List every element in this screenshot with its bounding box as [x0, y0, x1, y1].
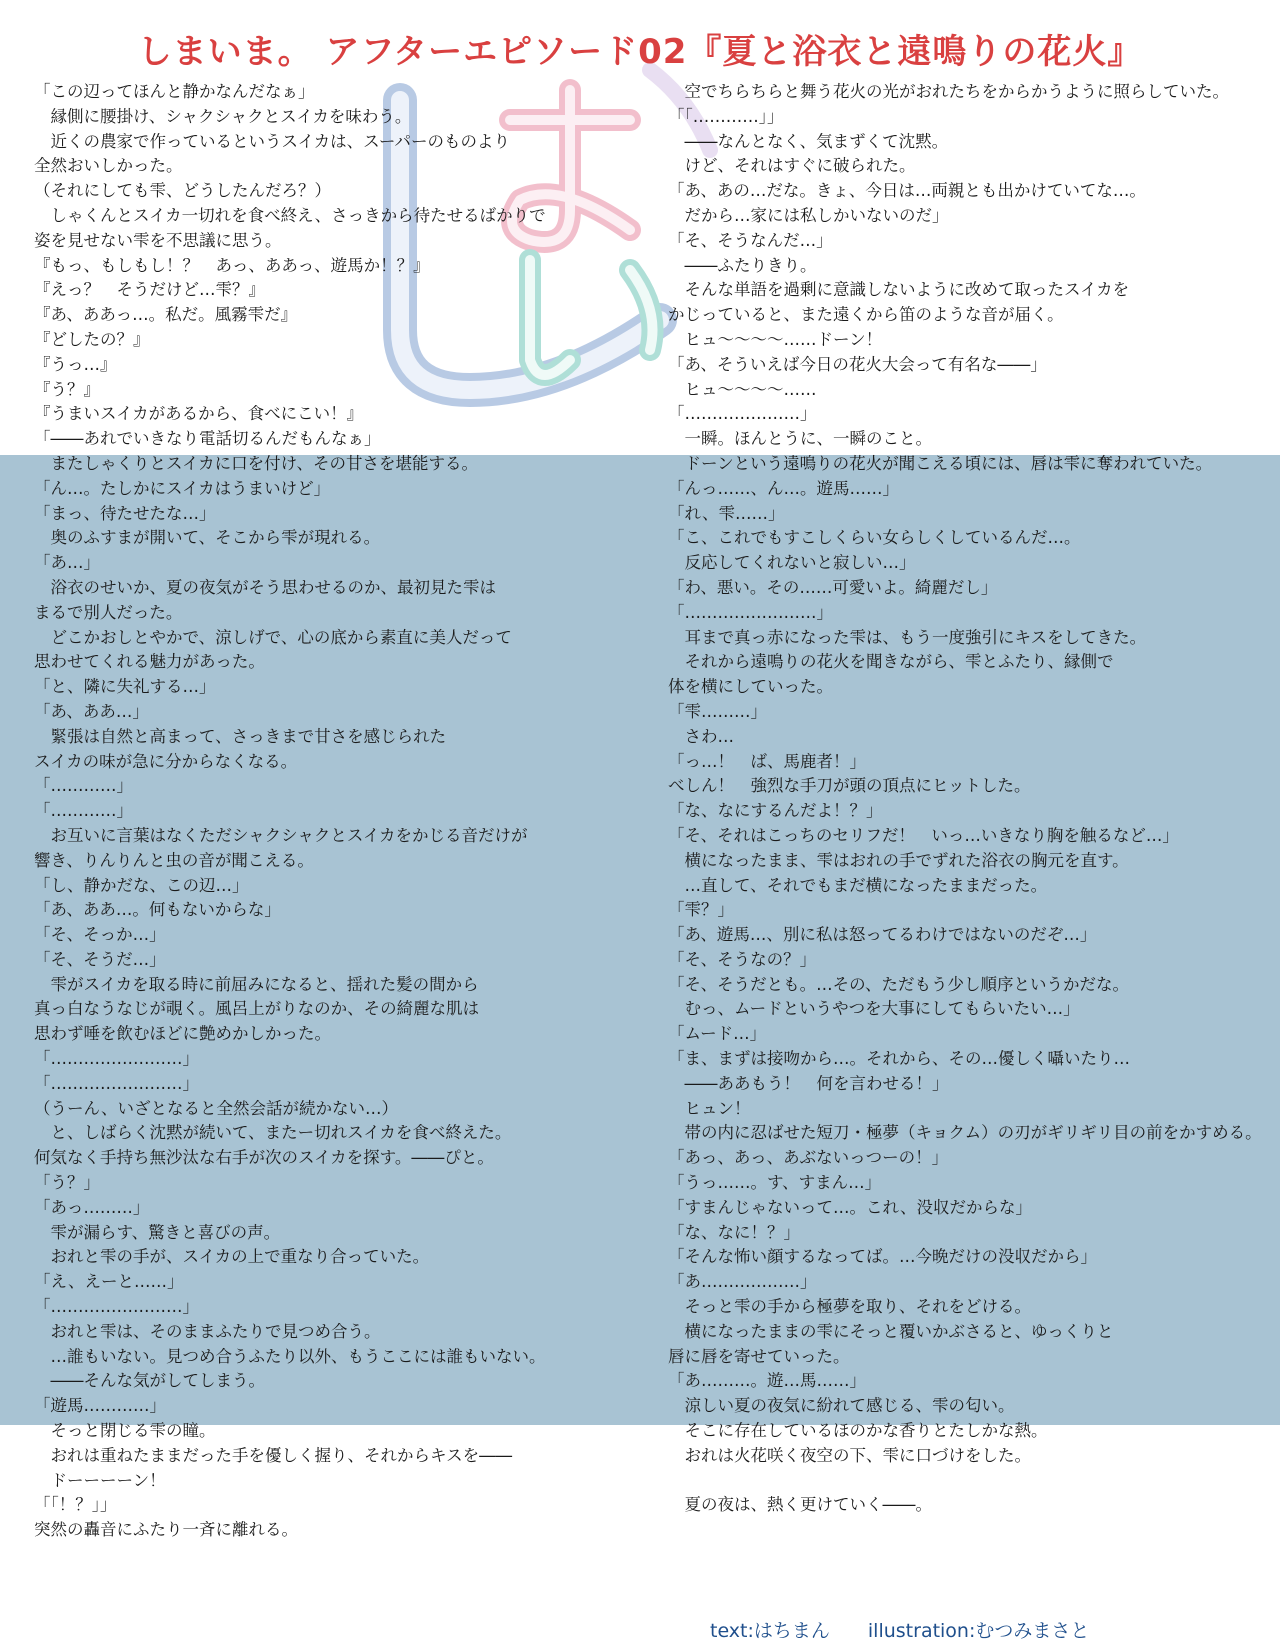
- text-line: 「な、なに！？」: [668, 1222, 800, 1242]
- text-line: 「まっ、待たせたな…」: [34, 503, 216, 523]
- text-line: ドーンという遠鳴りの花火が聞こえる頃には、唇は雫に奪われていた。: [668, 453, 1213, 473]
- text-line: 縁側に腰掛け、シャクシャクとスイカを味わう。: [34, 106, 412, 126]
- text-line: 「…………」: [34, 776, 133, 796]
- text-line: 思わせてくれる魅力があった。: [34, 652, 265, 672]
- text-line: 「し、静かだな、この辺…」: [34, 875, 249, 895]
- text-line: 「あ、あの…だな。きょ、今日は…両親とも出かけていてな…。: [668, 181, 1146, 201]
- text-line: 「あ…」: [34, 553, 100, 573]
- text-line: ――ああもう！ 何を言わせる！」: [668, 1073, 949, 1093]
- text-line: 思わず唾を飲むほどに艶めかしかった。: [34, 1024, 331, 1044]
- text-line: 「そんな怖い顔するなってば。…今晩だけの没収だから」: [668, 1247, 1097, 1267]
- text-line: おれは火花咲く夜空の下、雫に口づけをした。: [668, 1445, 1031, 1465]
- text-line: ヒュン！: [668, 1098, 751, 1118]
- text-line: 「……………………」: [34, 1049, 199, 1069]
- text-line: おれは重ねたままだった手を優しく握り、それからキスを――: [34, 1445, 513, 1465]
- text-line: 空でちらちらと舞う花火の光がおれたちをからかうように照らしていた。: [668, 82, 1229, 101]
- text-line: そっと雫の手から極夢を取り、それをどける。: [668, 1297, 1031, 1317]
- text-line: そんな単語を過剰に意識しないように改めて取ったスイカを: [668, 280, 1130, 300]
- text-line: そっと閉じる雫の瞳。: [34, 1421, 216, 1441]
- text-line: 「こ、これでもすこしくらい女らしくしているんだ…。: [668, 528, 1081, 548]
- text-line: 「と、隣に失礼する…」: [34, 677, 216, 697]
- text-line: 「「！？」」: [34, 1495, 117, 1515]
- text-line: （それにしても雫、どうしたんだろ？）: [34, 181, 331, 201]
- text-line: 横になったままの雫にそっと覆いかぶさると、ゆっくりと: [668, 1321, 1114, 1341]
- text-line: 「っ…！ ば、馬鹿者！」: [668, 751, 866, 771]
- page-title: しまいま。 アフターエピソード02『夏と浴衣と遠鳴りの花火』: [137, 32, 1143, 72]
- text-line: 「そ、そうだ…」: [34, 949, 166, 969]
- text-line: 帯の内に忍ばせた短刀・極夢（キョクム）の刃がギリギリ目の前をかすめる。: [668, 1123, 1262, 1143]
- text-line: 「ん…。たしかにスイカはうまいけど」: [34, 478, 331, 498]
- text-line: 「あっ………」: [34, 1197, 150, 1217]
- text-line: ――なんとなく、気まずくて沈黙。: [668, 131, 949, 151]
- text-line: お互いに言葉はなくただシャクシャクとスイカをかじる音だけが: [34, 825, 528, 845]
- text-line: けど、それはすぐに破られた。: [668, 156, 916, 176]
- text-line: 「あ、ああ…。何もないからな」: [34, 900, 281, 920]
- text-line: スイカの味が急に分からなくなる。: [34, 751, 298, 771]
- text-line: どこかおしとやかで、涼しげで、心の底から素直に美人だって: [34, 627, 512, 647]
- text-line: 「あ………。遊…馬……」: [668, 1371, 866, 1391]
- text-line: （うーん、いざとなると全然会話が続かない…）: [34, 1098, 398, 1118]
- text-line: 「そ、そうだとも。…その、ただもう少し順序というかだな。: [668, 974, 1130, 994]
- text-line: ドーーーーン！: [34, 1470, 166, 1490]
- text-line: 雫が漏らす、驚きと喜びの声。: [34, 1222, 281, 1242]
- text-line: 体を横にしていった。: [668, 677, 833, 697]
- text-line: しゃくんとスイカ一切れを食べ終え、さっきから待たせるばかりで: [34, 205, 546, 225]
- text-line: 何気なく手持ち無沙汰な右手が次のスイカを探す。――ぴと。: [34, 1148, 494, 1168]
- left-text-column: [34, 80, 634, 1543]
- text-line: 響き、りんりんと虫の音が聞こえる。: [34, 850, 314, 870]
- text-line: 緊張は自然と高まって、さっきまで甘さを感じられた: [34, 726, 447, 746]
- text-line: 「あ、そういえば今日の花火大会って有名な――」: [668, 354, 1047, 374]
- text-line: 浴衣のせいか、夏の夜気がそう思わせるのか、最初見た雫は: [34, 577, 496, 597]
- text-line: 『もっ、もしもし！？ あっ、ああっ、遊馬か！？』: [34, 255, 430, 275]
- text-line: ――そんな気がしてしまう。: [34, 1371, 265, 1391]
- right-text-column: [668, 80, 1268, 1518]
- text-line: 姿を見せない雫を不思議に思う。: [34, 230, 282, 250]
- text-line: 「…………」: [34, 801, 133, 821]
- text-line: 「う？」: [34, 1173, 100, 1193]
- text-line: と、しばらく沈黙が続いて、またー切れスイカを食べ終えた。: [34, 1123, 512, 1143]
- text-line: 「この辺ってほんと静かなんだなぁ」: [34, 82, 315, 101]
- text-line: 「え、えーと……」: [34, 1272, 184, 1292]
- text-line: 「……………………」: [34, 1073, 199, 1093]
- text-line: 「あ、ああ…」: [34, 701, 149, 721]
- text-line: またしゃくりとスイカに口を付け、その甘さを堪能する。: [34, 453, 479, 473]
- text-line: それから遠鳴りの花火を聞きながら、雫とふたり、縁側で: [668, 652, 1114, 672]
- text-line: 横になったまま、雫はおれの手でずれた浴衣の胸元を直す。: [668, 850, 1129, 870]
- credit-text: text:はちまん illustration:むつみまさと: [710, 1620, 1090, 1642]
- text-line: …直して、それでもまだ横になったままだった。: [668, 875, 1048, 895]
- text-line: [668, 1469, 1268, 1494]
- text-line: ――ふたりきり。: [668, 255, 817, 275]
- text-line: 奥のふすまが開いて、そこから雫が現れる。: [34, 528, 381, 548]
- text-line: 『どしたの？』: [34, 329, 150, 349]
- text-line: さわ…: [668, 726, 734, 746]
- text-line: 全然おいしかった。: [34, 156, 183, 176]
- text-line: 『う？』: [34, 379, 100, 399]
- text-line: 唇に唇を寄せていった。: [668, 1346, 850, 1366]
- text-line: 「あっ、あっ、あぶないっつーの！」: [668, 1148, 949, 1168]
- text-line: 「「…………」」: [668, 106, 784, 126]
- text-line: 「…………………」: [668, 404, 817, 424]
- text-line: 「……………………」: [34, 1297, 199, 1317]
- text-line: むっ、ムードというやつを大事にしてもらいたい…」: [668, 999, 1080, 1019]
- text-line: 「そ、そっか…」: [34, 925, 166, 945]
- text-line: 『うまいスイカがあるから、食べにこい！』: [34, 404, 364, 424]
- text-line: 『うっ…』: [34, 354, 117, 374]
- text-line: 「雫？」: [668, 900, 734, 920]
- text-line: 反応してくれないと寂しい…」: [668, 553, 916, 573]
- text-line: 雫がスイカを取る時に前屈みになると、揺れた髪の間から: [34, 974, 479, 994]
- text-line: 「んっ……、ん…。遊馬……」: [668, 478, 899, 498]
- text-line: 「そ、そうなの？」: [668, 949, 817, 969]
- text-line: 『あ、ああっ…。私だ。風霧雫だ』: [34, 305, 298, 325]
- text-line: べしん！ 強烈な手刀が頭の頂点にヒットした。: [668, 776, 1031, 796]
- text-line: 「そ、そうなんだ…」: [668, 230, 833, 250]
- text-line: 真っ白なうなじが覗く。風呂上がりなのか、その綺麗な肌は: [34, 999, 480, 1019]
- text-line: 「……………………」: [668, 602, 833, 622]
- text-line: 「ま、まずは接吻から…。それから、その…優しく囁いたり…: [668, 1049, 1130, 1069]
- text-line: 近くの農家で作っているというスイカは、スーパーのものより: [34, 131, 511, 151]
- text-line: 「うっ……。す、すまん…」: [668, 1173, 882, 1193]
- text-line: そこに存在しているほのかな香りとたしかな熱。: [668, 1421, 1048, 1441]
- text-line: 「ムード…」: [668, 1024, 767, 1044]
- text-line: 「そ、それはこっちのセリフだ！ いっ…いきなり胸を触るなど…」: [668, 825, 1179, 845]
- text-line: 夏の夜は、熱く更けていく――。: [668, 1495, 932, 1515]
- text-line: 「わ、悪い。その……可愛いよ。綺麗だし」: [668, 577, 998, 597]
- text-line: おれと雫の手が、スイカの上で重なり合っていた。: [34, 1247, 430, 1267]
- text-line: …誰もいない。見つめ合うふたり以外、もうここには誰もいない。: [34, 1346, 546, 1366]
- text-line: まるで別人だった。: [34, 602, 183, 622]
- text-line: 突然の轟音にふたり一斉に離れる。: [34, 1520, 298, 1540]
- text-line: 「雫………」: [668, 701, 767, 721]
- text-line: 「すまんじゃないって…。これ、没収だからな」: [668, 1197, 1032, 1217]
- text-line: おれと雫は、そのままふたりで見つめ合う。: [34, 1321, 381, 1341]
- text-line: 『えっ？ そうだけど…雫？』: [34, 280, 265, 300]
- text-line: 「あ………………」: [668, 1272, 817, 1292]
- text-line: 涼しい夏の夜気に紛れて感じる、雫の匂い。: [668, 1396, 1015, 1416]
- text-line: 「――あれでいきなり電話切るんだもんなぁ」: [34, 429, 381, 449]
- text-line: 一瞬。ほんとうに、一瞬のこと。: [668, 429, 932, 449]
- text-line: 「な、なにするんだよ！？」: [668, 801, 883, 821]
- text-line: ヒュ～～～～……: [668, 379, 817, 399]
- text-line: ヒュ～～～～……ドーン！: [668, 329, 883, 349]
- text-line: だから…家には私しかいないのだ」: [668, 205, 949, 225]
- text-line: 「れ、雫……」: [668, 503, 785, 523]
- text-line: 「あ、遊馬…、別に私は怒ってるわけではないのだぞ…」: [668, 925, 1097, 945]
- text-line: 耳まで真っ赤になった雫は、もう一度強引にキスをしてきた。: [668, 627, 1147, 647]
- text-line: かじっていると、また遠くから笛のような音が届く。: [668, 305, 1064, 325]
- text-line: 「遊馬…………」: [34, 1396, 166, 1416]
